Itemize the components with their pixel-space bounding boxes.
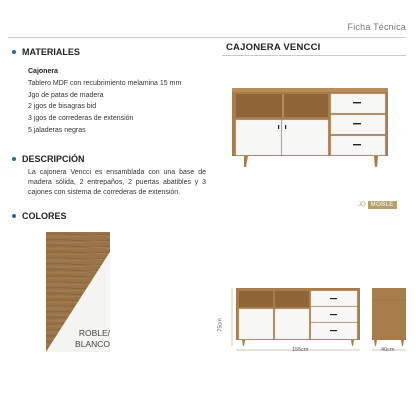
materiales-item: Jgo de patas de madera (28, 91, 104, 99)
brand-logo-part1: JO (358, 202, 366, 208)
materiales-item: Tablero MDF con recubrimiento melamina 15 mm (28, 79, 182, 87)
product-title: CAJONERA VENCCI (226, 42, 321, 53)
materiales-item: 3 jgos de correderas de extensión (28, 115, 134, 123)
materiales-subheading: Cajonera (28, 68, 58, 75)
dimension-depth: 40cm (381, 347, 395, 353)
brand-logo (356, 201, 397, 209)
bullet-icon (12, 214, 16, 218)
product-image-cabinet (224, 88, 394, 168)
dimension-width: 155cm (292, 347, 309, 353)
materiales-heading (12, 47, 80, 57)
materiales-heading-text: MATERIALES (22, 47, 80, 57)
colores-heading (12, 211, 67, 221)
title-rule (222, 55, 406, 56)
brand-logo-part2: MOBLE (368, 201, 397, 209)
descripcion-text: La cajonera Vencci es ensamblada con una base de madera sólida, 2 entrepaños, 2 puertas abatibles y 3 cajones con sistema de correderas de extensión. (28, 169, 206, 196)
header-label: Ficha Técnica (347, 22, 406, 32)
bullet-icon (12, 50, 16, 54)
materiales-item: 5 jaladeras negras (28, 126, 86, 134)
swatch-label (46, 328, 110, 350)
bullet-icon (12, 157, 16, 161)
colores-heading-text: COLORES (22, 211, 67, 221)
descripcion-heading-text: DESCRIPCIÓN (22, 154, 85, 164)
descripcion-heading (12, 154, 85, 164)
swatch-label-line2: BLANCO (75, 339, 110, 349)
dimension-height: 75cm (217, 318, 224, 332)
materiales-list (28, 66, 181, 137)
materiales-item: 2 jgos de bisagras bid (28, 103, 97, 111)
swatch-label-line1: ROBLE/ (78, 328, 110, 338)
